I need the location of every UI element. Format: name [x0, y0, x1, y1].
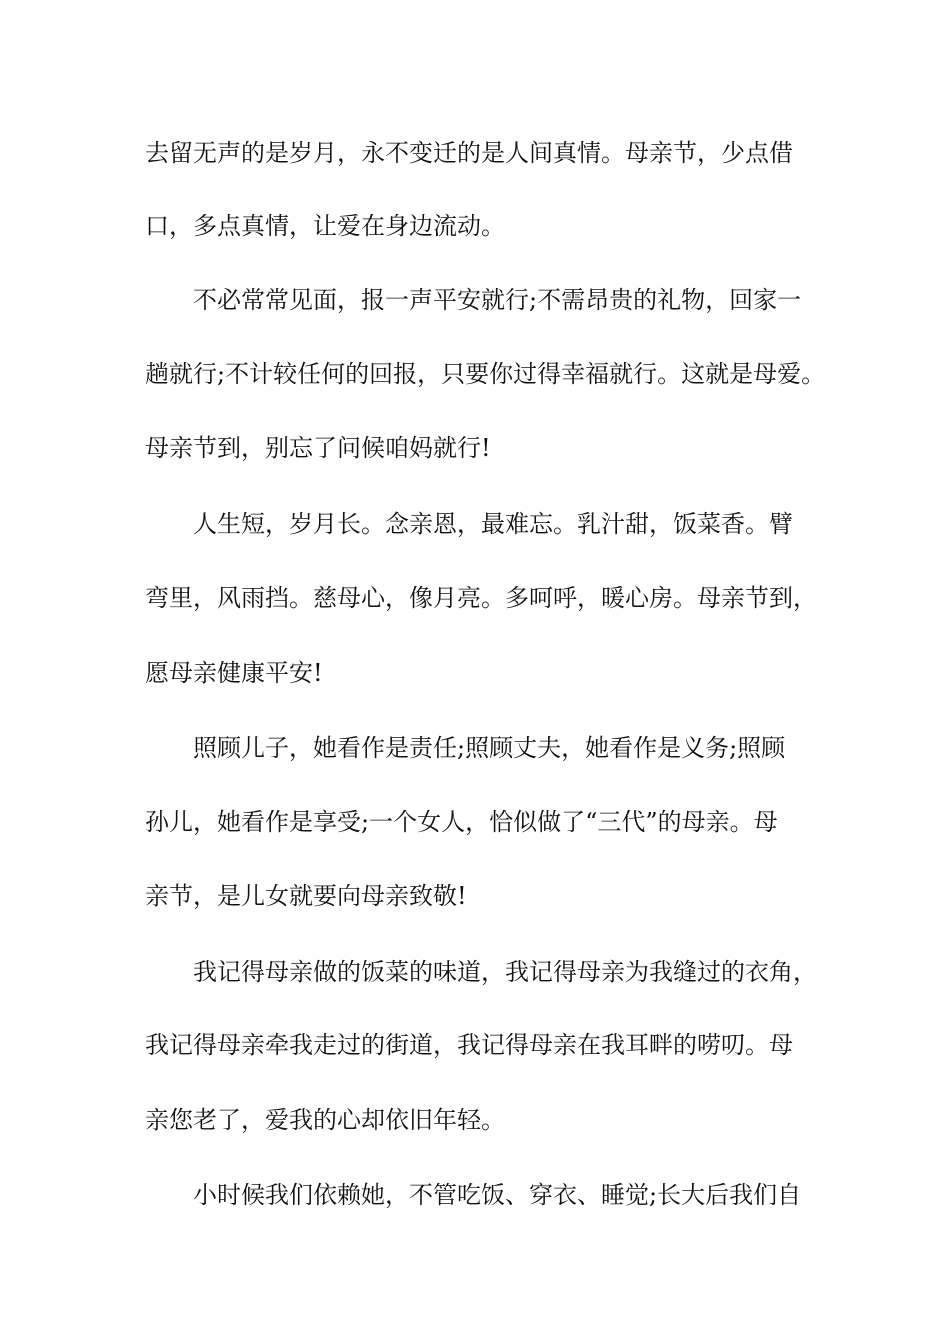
text-line: 去留无声的是岁月，永不变迁的是人间真情。母亲节，少点借 — [145, 139, 793, 167]
text-line: 口，多点真情，让爱在身边流动。 — [145, 212, 505, 240]
text-line: 孙儿，她看作是享受;一个女人，恰似做了“三代”的母亲。母 — [145, 808, 778, 836]
text-line: 母亲节到，别忘了问候咱妈就行! — [145, 434, 491, 462]
text-line: 愿母亲健康平安! — [145, 659, 323, 687]
paragraph-first-line: 我记得母亲做的饭菜的味道，我记得母亲为我缝过的衣角， — [193, 958, 817, 986]
paragraph-first-line: 照顾儿子，她看作是责任;照顾丈夫，她看作是义务;照顾 — [193, 734, 786, 762]
text-line: 弯里，风雨挡。慈母心，像月亮。多呵呼，暖心房。母亲节到， — [145, 584, 817, 612]
paragraph-first-line: 人生短，岁月长。念亲恩，最难忘。乳汁甜，饭菜香。臂 — [193, 510, 793, 538]
text-line: 我记得母亲牵我走过的街道，我记得母亲在我耳畔的唠叨。母 — [145, 1031, 793, 1059]
paragraph-first-line: 小时候我们依赖她，不管吃饭、穿衣、睡觉;长大后我们自 — [193, 1181, 802, 1209]
text-line: 亲节，是儿女就要向母亲致敬! — [145, 882, 467, 910]
text-line: 趟就行;不计较任何的回报，只要你过得幸福就行。这就是母爱。 — [145, 360, 826, 388]
text-line: 亲您老了，爱我的心却依旧年轻。 — [145, 1106, 505, 1134]
paragraph-first-line: 不必常常见面，报一声平安就行;不需昂贵的礼物，回家一 — [193, 286, 802, 314]
